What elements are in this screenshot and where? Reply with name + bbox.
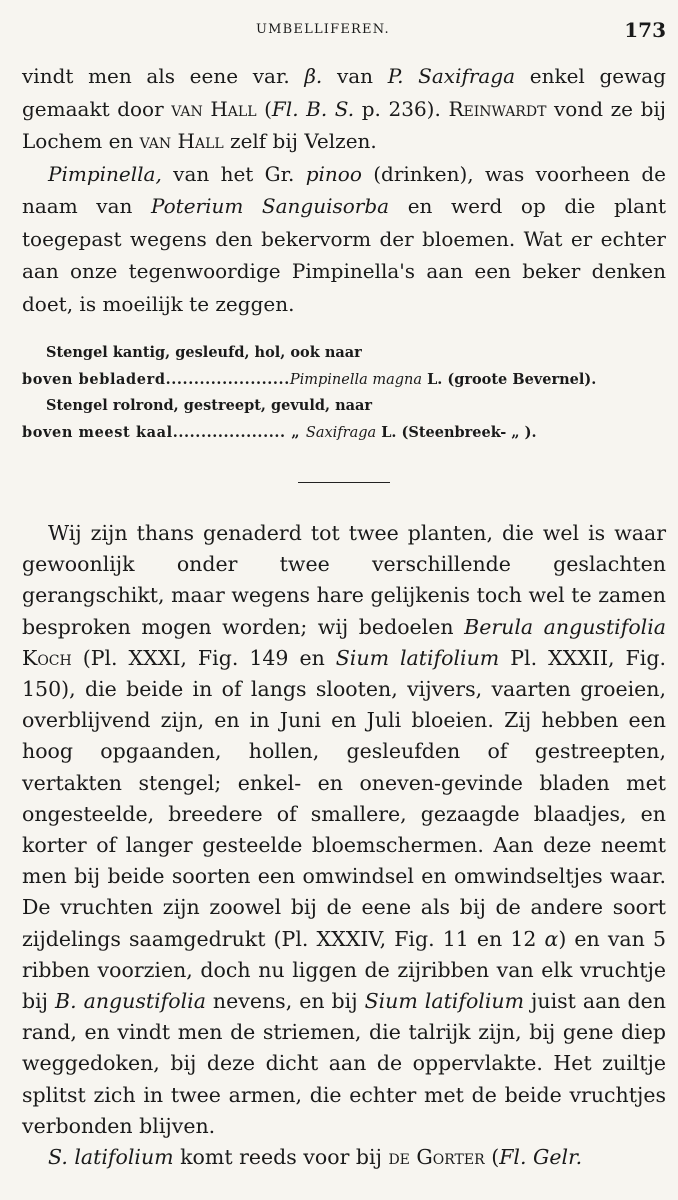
text-section-top xyxy=(22,60,666,320)
key-line-3: Stengel rolrond, gestreept, gevuld, naar xyxy=(46,397,373,414)
section-divider xyxy=(298,482,390,483)
page-number: 173 xyxy=(624,18,666,42)
text-section-bottom xyxy=(22,518,666,1173)
running-head: UMBELLIFEREN. xyxy=(256,22,390,37)
paragraph-sium-history: S. latifolium komt reeds voor bij de Gorter (Fl. Gelr. xyxy=(48,1145,583,1170)
paragraph-continuation: vindt men als eene var. β. van P. Saxifraga enkel gewag gemaakt door van Hall (Fl. B. S. p. 236). Reinwardt vond ze bij Lochem en van Hall zelf bij Velzen. xyxy=(22,64,666,153)
key-line-2: boven bebladerd......................Pimpinella magna L. (groote Bevernel). xyxy=(22,370,597,388)
page-header xyxy=(0,18,678,48)
key-line-4: boven meest kaal.................... „ Saxifraga L. (Steenbreek- „ ). xyxy=(22,423,537,441)
paragraph-pimpinella-etymology: Pimpinella, van het Gr. pinoo (drinken), was voorheen de naam van Poterium Sanguisorba en werd op die plant toegepast wegens den bekervorm der bloemen. Wat er echter aan onze tegenwoordige Pimpinella's aan een beker denken doet, is moeilijk te zeggen. xyxy=(22,161,666,316)
paragraph-berula-sium: Wij zijn thans genaderd tot twee planten, die wel is waar gewoonlijk onder twee verschillende geslachten gerangschikt, maar wegens hare gelijkenis toch wel te zamen besproken mogen worden; wij bedoelen Berula angustifolia Koch (Pl. XXXI, Fig. 149 en Sium latifolium Pl. XXXII, Fig. 150), die beide in of langs slooten, vijvers, vaarten groeien, overblijvend zijn, en in Juni en Juli bloeien. Zij hebben een hoog opgaanden, hollen, gesleufden of gestreepten, vertakten stengel; enkel- en oneven-gevinde bladen met ongesteelde, breedere of smallere, gezaagde blaadjes, en korter of langer gesteelde bloemschermen. Aan deze neemt men bij beide soorten een omwindsel en omwindseltjes waar. De vruchten zijn zoowel bij de eene als bij de andere soort zijdelings saamgedrukt (Pl. XXXIV, Fig. 11 en 12 α) en van 5 ribben voorzien, doch nu liggen de zijribben van elk vruchtje bij B. angustifolia nevens, en bij Sium latifolium juist aan den rand, en vindt men de striemen, die talrijk zijn, bij gene diep weggedoken, bij deze dicht aan de oppervlakte. Het zuiltje splitst zich in twee armen, die echter met de beide vruchtjes verbonden blijven. xyxy=(22,521,667,1138)
identification-key xyxy=(22,340,666,446)
key-line-1: Stengel kantig, gesleufd, hol, ook naar xyxy=(46,344,362,361)
